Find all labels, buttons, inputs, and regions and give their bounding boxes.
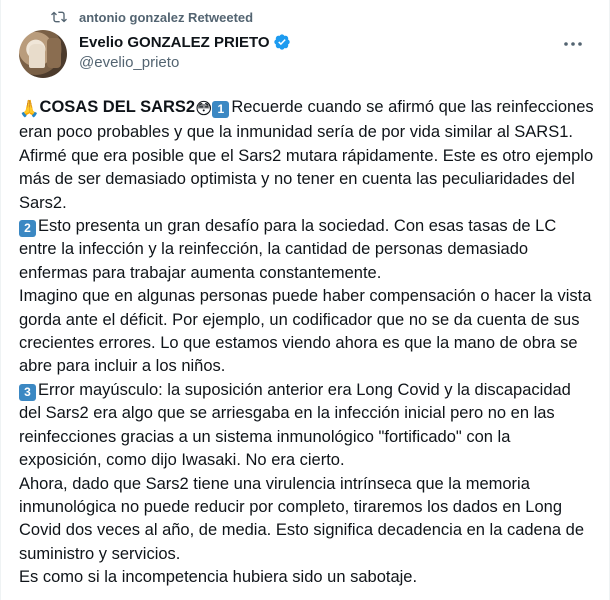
tweet-paragraph-6 [19, 566, 597, 589]
tweet-paragraph-5 [19, 473, 597, 567]
retweet-context[interactable] [51, 9, 253, 25]
retweet-label: antonio gonzalez Retweeted [79, 9, 254, 25]
tweet-heading: COSAS DEL SARS2 [39, 98, 196, 116]
verified-badge-icon [273, 33, 291, 51]
tweet-text-3c: Es como si la incompetencia hubiera sido un sabotaje. [19, 568, 418, 587]
tweet-text-3a: Error mayúsculo: la suposición anterior era Long Covid y la discapacidad del Sars2 era algo que se arriesgaba en la infección inicial pero no en las reinfecciones gracias a un sistema inmunológico "fortificado" con la exposición, como dijo Iwasaki. No era cierto. [19, 380, 571, 470]
flushed-face-icon: 😳 [195, 100, 213, 118]
tweet-paragraph-4 [19, 379, 597, 473]
praying-hands-icon: 🙏 [19, 100, 40, 118]
author-name-row[interactable] [79, 33, 291, 51]
more-icon [563, 41, 583, 47]
tweet-paragraph-3 [19, 285, 597, 379]
tweet-text-3b: Ahora, dado que Sars2 tiene una virulencia intrínseca que la memoria inmunológica no puede reducir por completo, tiraremos los dados en Long Covid dos veces al año, de media. Esto significa decadencia en la cadena de suministro y servicios. [19, 474, 585, 563]
tweet-text [19, 96, 597, 590]
keycap-1-icon: 1 [212, 101, 229, 118]
tweet-paragraph-2 [19, 215, 597, 285]
keycap-3-icon: 3 [19, 384, 36, 401]
avatar[interactable] [19, 30, 67, 78]
more-options-button[interactable] [561, 34, 585, 54]
author-handle[interactable]: @evelio_prieto [79, 54, 180, 71]
retweet-icon [51, 9, 67, 25]
tweet-paragraph-1 [19, 96, 597, 215]
author-name[interactable]: Evelio GONZALEZ PRIETO [79, 33, 270, 51]
tweet-text-2b: Imagino que en algunas personas puede haber compensación o hacer la vista gorda ante el déficit. Por ejemplo, un codificador que no se da cuenta de sus crecientes errores. Lo que estamos viendo ahora es que la mano de obra se abre para incluir a los niños. [19, 287, 592, 376]
tweet-text-2a: Esto presenta un gran desafío para la sociedad. Con esas tasas de LC entre la infección y la reinfección, la cantidad de personas demasiado enfermas para trabajar aumenta constantemente. [19, 217, 557, 282]
tweet-text-1: Recuerde cuando se afirmó que las reinfecciones eran poco probables y que la inmunidad sería de por vida similar al SARS1. Afirmé que era posible que el Sars2 mutara rápidamente. Este es otro ejemplo más de ser demasiado optimista y no tener en cuenta las peculiaridades del Sars2. [19, 98, 594, 212]
keycap-2-icon: 2 [19, 220, 36, 237]
